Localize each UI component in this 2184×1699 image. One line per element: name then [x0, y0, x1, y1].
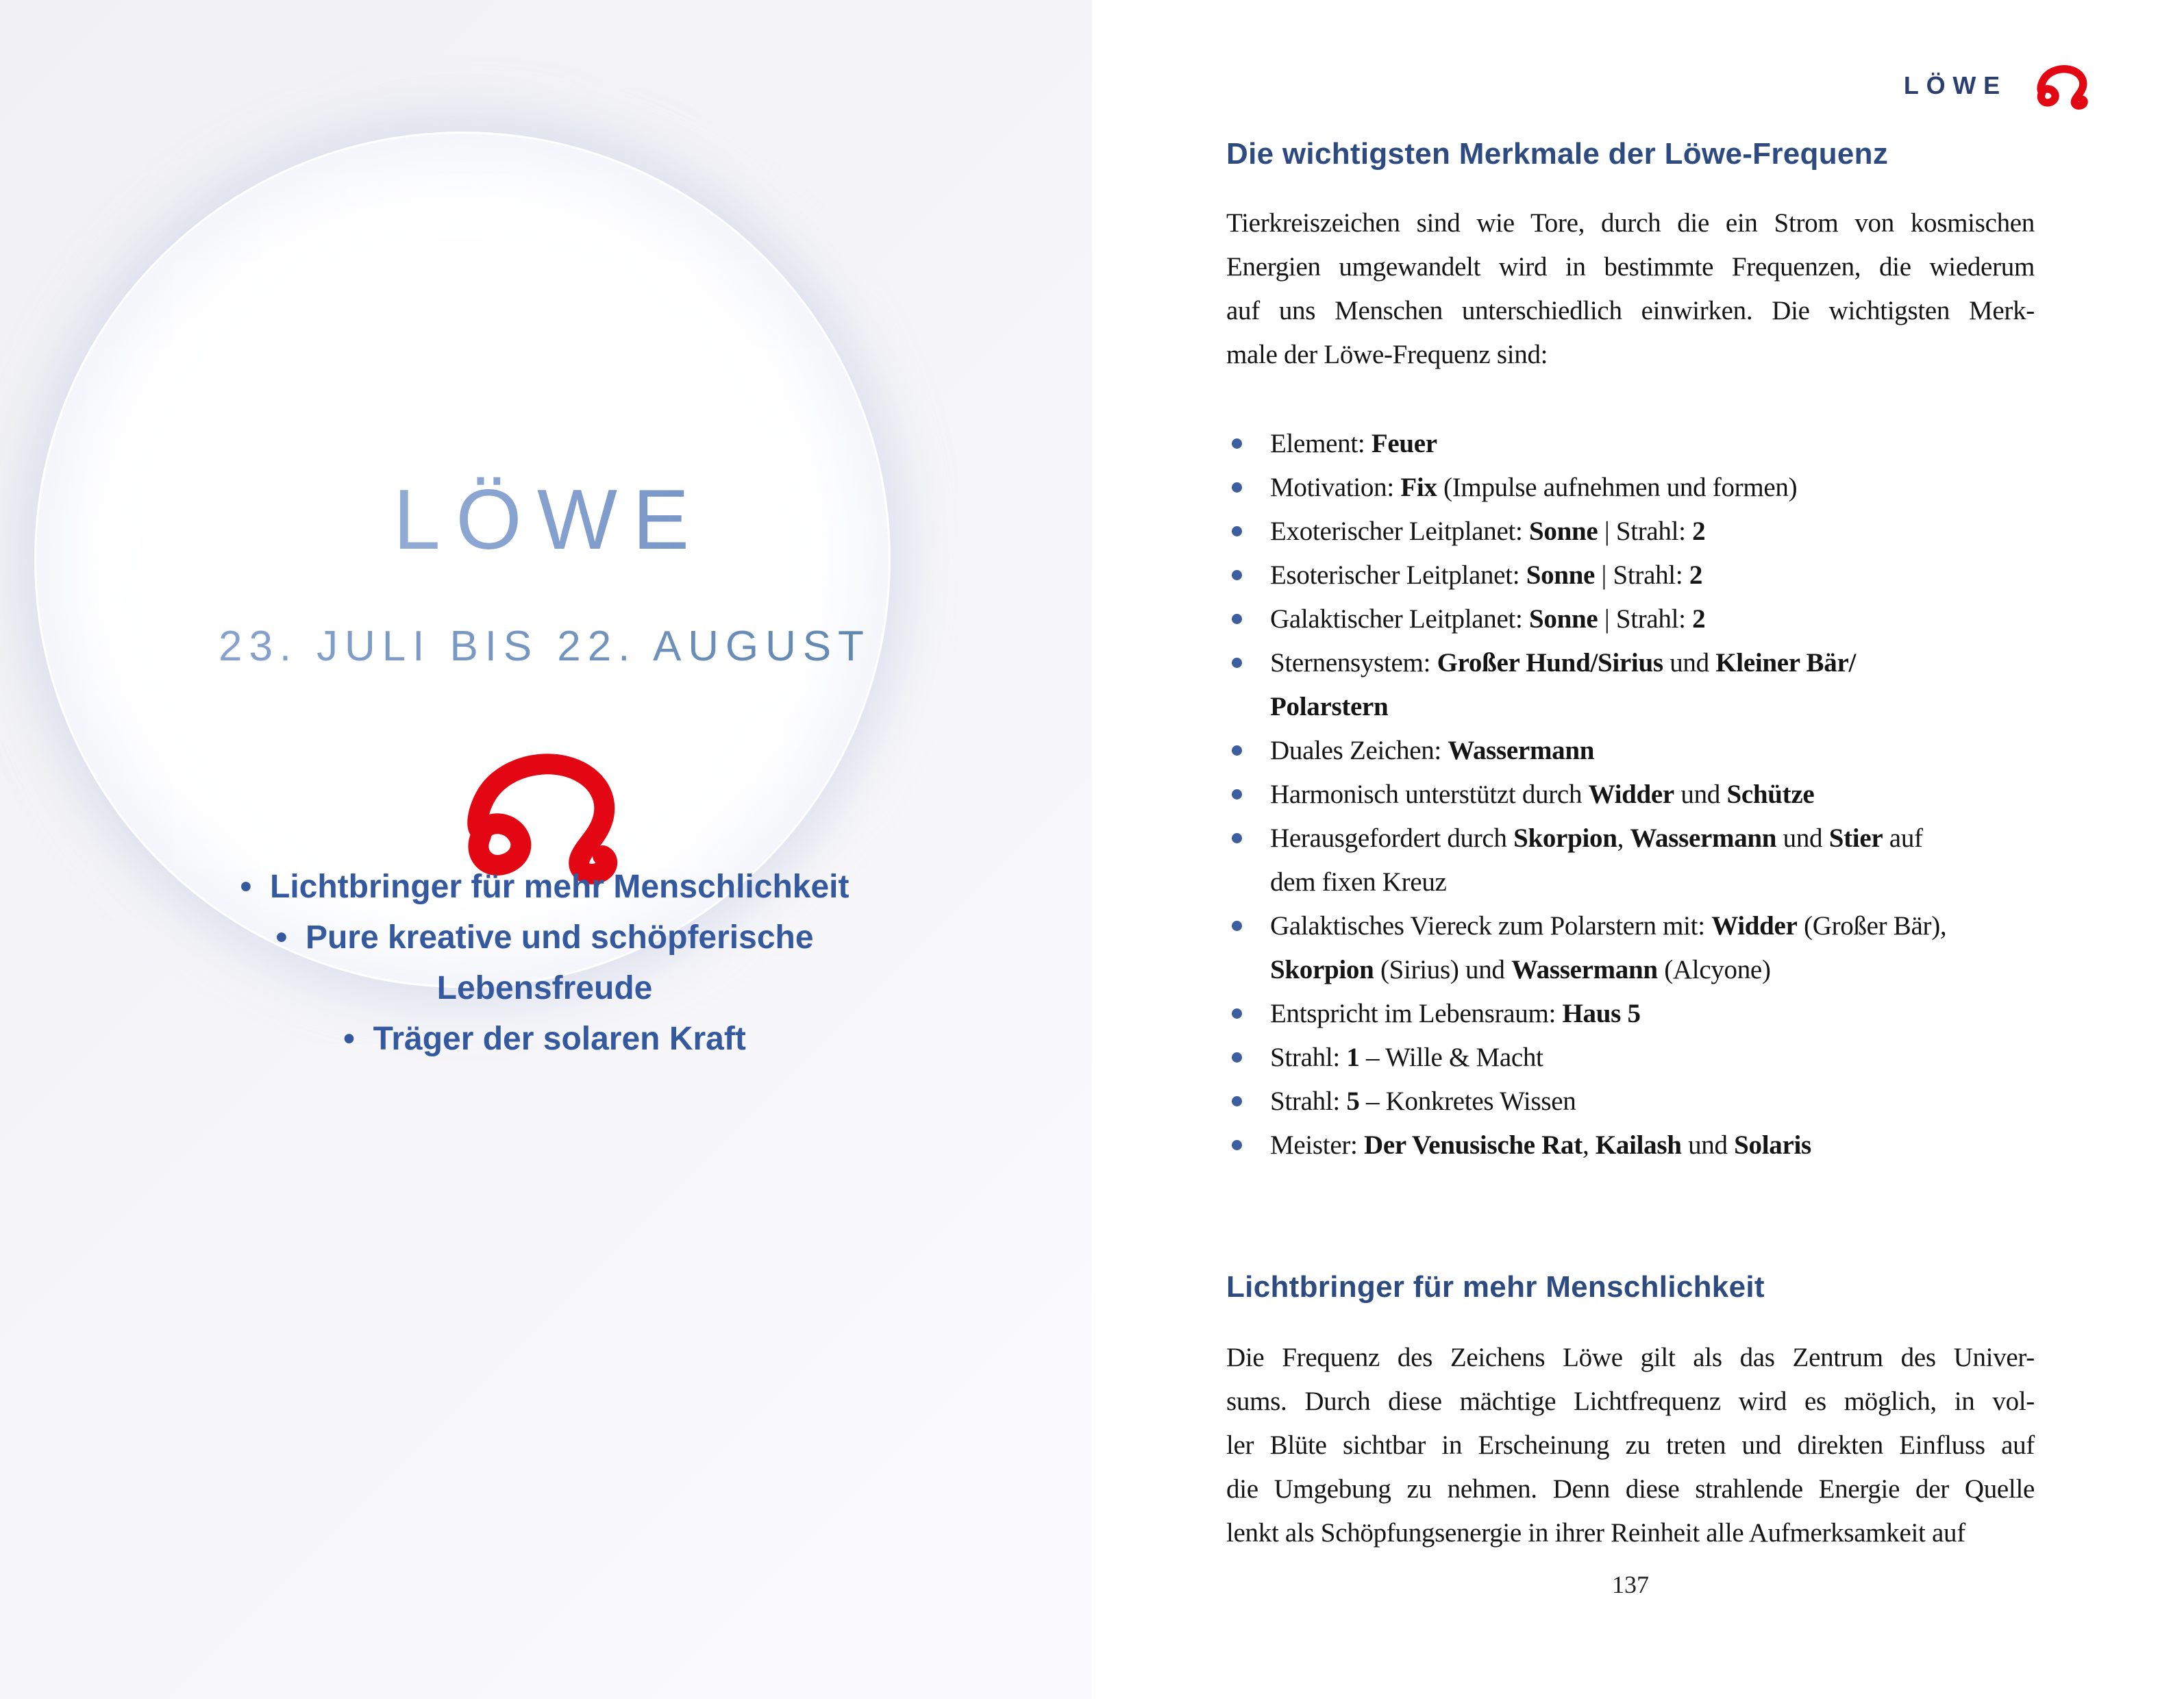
paragraph-line: ler Blüte sichtbar in Erscheinung zu treten und direkten Einfluss auf: [1226, 1430, 2035, 1460]
paragraph-line: auf uns Menschen unterschiedlich einwirken. Die wichtigsten Merk-: [1226, 296, 2035, 325]
merkmal-item: Herausgefordert durch Skorpion, Wassermann und Stier auf dem fixen Kreuz: [1226, 817, 2035, 904]
bullet-dot-icon: [1232, 1096, 1242, 1106]
paragraph-line: male der Löwe-Frequenz sind:: [1226, 340, 1548, 369]
page-number: 137: [1612, 1571, 1649, 1598]
bullet-dot-icon: [1232, 438, 1242, 449]
merkmal-item: Esoterischer Leitplanet: Sonne | Strahl: 2: [1226, 554, 2035, 597]
merkmal-item: Strahl: 1 – Wille & Macht: [1226, 1036, 2035, 1080]
paragraph-line: lenkt als Schöpfungsenergie in ihrer Reinheit alle Aufmerksamkeit auf: [1226, 1518, 1965, 1548]
bullet-dot-icon: [1232, 789, 1242, 799]
paragraph-line: Tierkreiszeichen sind wie Tore, durch die ein Strom von kosmischen: [1226, 208, 2035, 238]
highlight-item: • Träger der solaren Kraft: [199, 1014, 891, 1065]
paragraph-line: Die Frequenz des Zeichens Löwe gilt als das Zentrum des Univer-: [1226, 1343, 2035, 1372]
merkmal-item: Galaktischer Leitplanet: Sonne | Strahl: 2: [1226, 597, 2035, 641]
text-column: [1226, 137, 2035, 1555]
merkmale-list: [1226, 422, 2035, 1167]
merkmal-item: Exoterischer Leitplanet: Sonne | Strahl: 2: [1226, 510, 2035, 554]
bullet-dot-icon: [1232, 482, 1242, 493]
zodiac-highlights-list: [199, 862, 891, 1065]
bullet-dot-icon: [1232, 921, 1242, 931]
paragraph-line: sums. Durch diese mächtige Lichtfrequenz wird es möglich, in vol-: [1226, 1387, 2035, 1416]
bullet-dot-icon: [1232, 526, 1242, 536]
merkmal-item: Motivation: Fix (Impulse aufnehmen und formen): [1226, 466, 2035, 510]
merkmal-item: Harmonisch unterstützt durch Widder und Schütze: [1226, 773, 2035, 817]
paragraph-line: die Umgebung zu nehmen. Denn diese strahlende Energie der Quelle: [1226, 1474, 2035, 1504]
zodiac-title: LÖWE: [116, 471, 966, 569]
merkmal-item: Strahl: 5 – Konkretes Wissen: [1226, 1080, 2035, 1124]
merkmal-item: Galaktisches Viereck zum Polarstern mit: Widder (Großer Bär), Skorpion (Sirius) und Wassermann (Alcyone): [1226, 904, 2035, 992]
bullet-dot-icon: [1232, 1052, 1242, 1063]
merkmal-item: Sternensystem: Großer Hund/Sirius und Kleiner Bär/ Polarstern: [1226, 641, 2035, 729]
bullet-dot-icon: [1232, 745, 1242, 756]
section2-heading: Lichtbringer für mehr Menschlichkeit: [1226, 1270, 1765, 1304]
merkmal-item: Duales Zeichen: Wassermann: [1226, 729, 2035, 773]
bullet-dot-icon: [1232, 1140, 1242, 1150]
bullet-dot-icon: [1232, 833, 1242, 843]
merkmal-item: Element: Feuer: [1226, 422, 2035, 466]
bullet-dot-icon: [1232, 658, 1242, 668]
bullet-dot-icon: [1232, 1008, 1242, 1019]
paragraph-line: Energien umgewandelt wird in bestimmte Frequenzen, die wiederum: [1226, 252, 2035, 282]
zodiac-date-range: 23. JULI BIS 22. AUGUST: [116, 622, 966, 671]
section2-paragraph: [1226, 1336, 2035, 1555]
section1-heading: Die wichtigsten Merkmale der Löwe-Frequenz: [1226, 137, 1889, 171]
running-header-label: LÖWE: [1903, 71, 2007, 99]
page-right: [1092, 0, 2184, 1699]
section1-paragraph: [1226, 201, 2035, 377]
leo-symbol-icon: [2028, 60, 2096, 111]
running-header: [1904, 60, 2096, 111]
highlight-item: • Pure kreative und schöpferische Lebensfreude: [199, 913, 891, 1014]
merkmal-item: Entspricht im Lebensraum: Haus 5: [1226, 992, 2035, 1036]
bullet-dot-icon: [1232, 570, 1242, 580]
bullet-dot-icon: [1232, 614, 1242, 624]
highlight-item: • Lichtbringer für mehr Menschlichkeit: [199, 862, 891, 913]
merkmal-item: Meister: Der Venusische Rat, Kailash und Solaris: [1226, 1124, 2035, 1167]
